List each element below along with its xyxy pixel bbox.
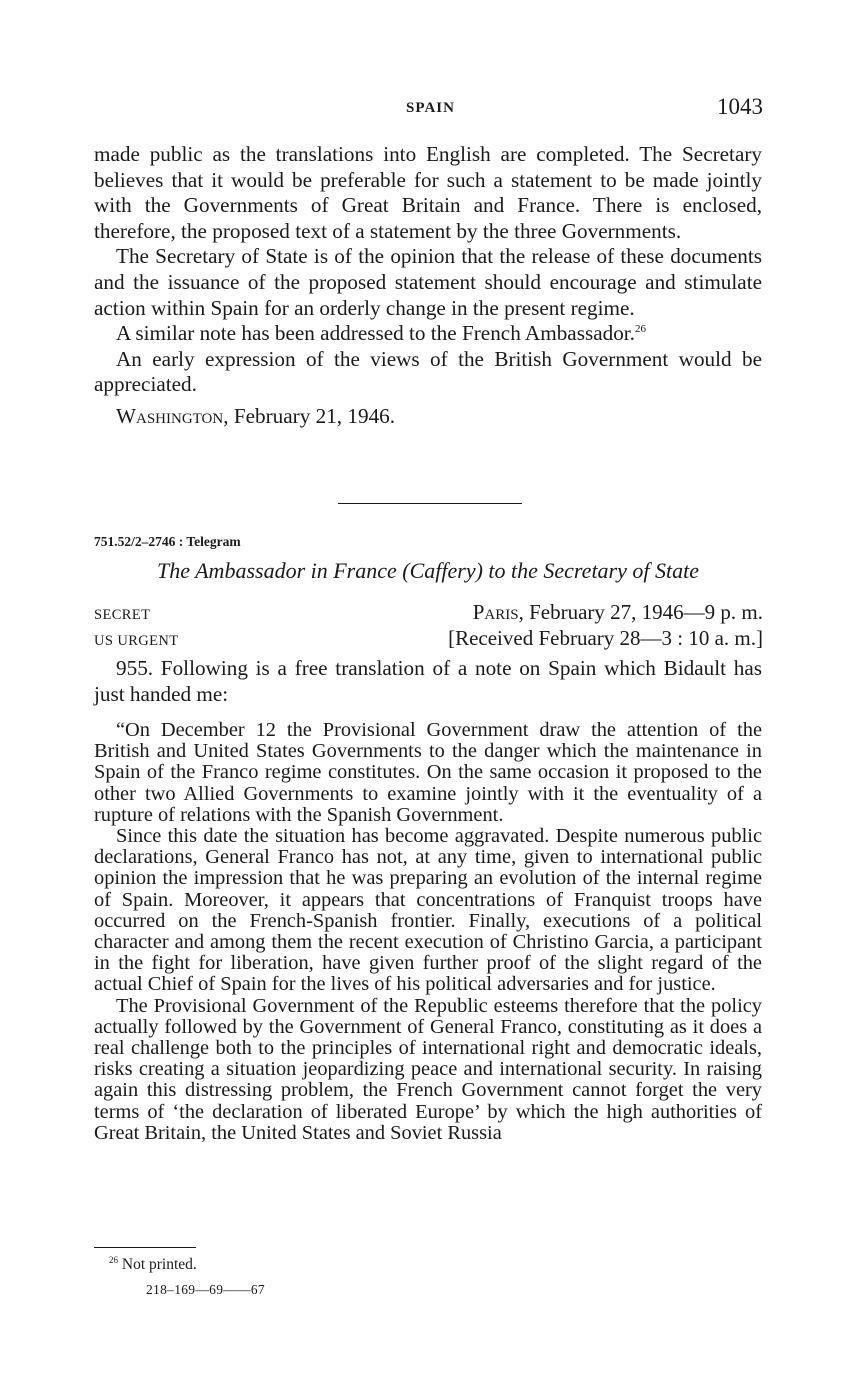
received-dateline: [Received February 28—3 : 10 a. m.] [448,626,763,650]
paragraph-2: The Secretary of State is of the opinion that the release of these documents and the issuance of the proposed statement should encourage and stimulate action within Spain for an orderly change in the present regime. [94,244,762,320]
footnote-rule [94,1247,196,1248]
paragraph-3-text: A similar note has been addressed to the French Ambassador. [116,321,635,346]
sent-date: , February 27, 1946—9 p. m. [518,600,763,624]
telegram-intro [94,656,762,707]
priority: US URGENT [94,633,179,649]
quote-paragraph-3: The Provisional Government of the Republic esteems therefore that the policy actually followed by the Government of General Franco, constituting as it does a real challenge both to the principles of international right and democratic ideals, risks creating a situation jeopardizing peace and international security. In raising again this distressing problem, the French Government cannot forget the very terms of ‘the declaration of liberated Europe’ by which the high authorities of Great Britain, the United States and Soviet Russia [94,994,762,1144]
paragraph-3 [94,321,762,347]
running-title: SPAIN [406,100,455,116]
section-divider [338,503,522,504]
footnote [109,1256,197,1274]
paragraph-1: made public as the translations into English are completed. The Secretary believes that it would be preferable for such a statement to be made jointly with the Governments of Great Britain and France. There is enclosed, therefore, the proposed text of a statement by the three Governments. [94,142,762,243]
signature-place: Washington [116,403,224,428]
footnote-ref-26: 26 [634,323,646,336]
sent-dateline [473,600,763,625]
sent-place: Paris [472,600,519,624]
page-number: 1043 [717,94,763,119]
classification: SECRET [94,607,151,623]
print-code: 218–169—69——67 [146,1282,265,1297]
quoted-note [94,720,762,1144]
footnote-number: 26 [109,1254,118,1265]
continuation-text [94,142,762,430]
paragraph-4: An early expression of the views of the British Government would be appreciated. [94,346,762,397]
quote-paragraph-2: Since this date the situation has become aggravated. Despite numerous public declarations, General Franco has not, at any time, given to international public opinion the impression that he was preparing an evolution of the internal regime of Spain. Moreover, it appears that concentrations of Franquist troops have occurred on the French-Spanish frontier. Finally, executions of a political character and among them the recent execution of Christino Garcia, a participant in the fight for liberation, have given further proof of the slight regard of the actual Chief of Spain for the lives of his political adversaries and for justice. [94,825,762,996]
signature-date: , February 21, 1946. [223,403,396,428]
quote-paragraph-1: “On December 12 the Provisional Government draw the attention of the British and United States Governments to the danger which the maintenance in Spain of the Franco regime constitutes. On the same occasion it proposed to the other two Allied Governments to examine jointly with it the eventuality of a rupture of relations with the Spanish Government. [94,719,762,826]
document-title: The Ambassador in France (Caffery) to the Secretary of State [157,558,699,583]
signature-line [94,404,762,430]
footnote-text: Not printed. [118,1256,197,1273]
file-reference: 751.52/2–2746 : Telegram [94,534,241,549]
intro-paragraph: 955. Following is a free translation of a note on Spain which Bidault has just handed me: [94,656,762,706]
